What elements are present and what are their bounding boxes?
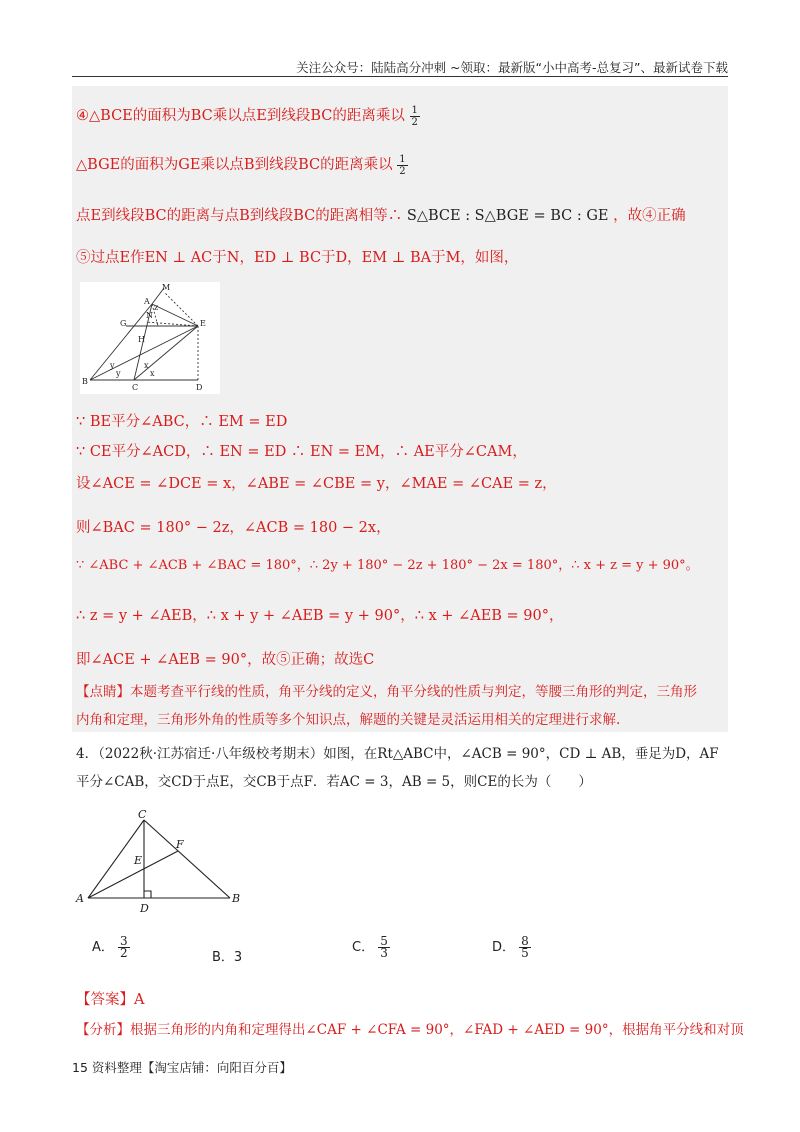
- bisector-figure: [80, 282, 220, 394]
- solution-line-9: ∵ ∠ABC + ∠ACB + ∠BAC = 180°，∴ 2y + 180° − 2z + 180° − 2x = 180°，∴ x + z = y + 90°。: [76, 558, 699, 573]
- answer-line: 【答案】A: [76, 992, 145, 1008]
- analysis-line: 【分析】根据三角形的内角和定理得出∠CAF + ∠CFA = 90°，∠FAD + ∠AED = 90°，根据角平分线和对顶: [76, 1022, 744, 1038]
- label-G: G: [120, 319, 127, 328]
- solution-line-2: △BGE的面积为GE乘以点B到线段BC的距离乘以 $\frac{1}{2}$: [76, 153, 406, 177]
- question-line-1: 4．（2022秋·江苏宿迁·八年级校考期末）如图，在Rt△ABC中，∠ACB = 90°，CD ⊥ AB，垂足为D，AF: [76, 746, 719, 762]
- label-B: B: [82, 377, 88, 386]
- option-d[interactable]: D． $\frac{8}{5}$: [492, 934, 529, 960]
- label-x2: x: [150, 369, 155, 378]
- triangle-figure: [74, 808, 254, 916]
- page-header: [72, 50, 728, 77]
- half-fraction-1: $\frac{1}{2}$: [411, 104, 418, 128]
- label-y1: y: [110, 361, 115, 370]
- page-number: 15: [72, 1060, 88, 1075]
- option-d-fraction: $\frac{8}{5}$: [521, 934, 529, 960]
- label-x1: x: [144, 361, 149, 370]
- option-a[interactable]: A． $\frac{3}{2}$: [92, 934, 128, 960]
- option-a-fraction: $\frac{3}{2}$: [120, 934, 128, 960]
- label-M: M: [162, 283, 171, 292]
- comment-line-2: 内角和定理，三角形外角的性质等多个知识点，解题的关键是灵活运用相关的定理进行求解.: [76, 712, 621, 728]
- header-text: 关注公众号：陆陆高分冲刺 ~领取：最新版“小中高考-总复习”、最新试卷下载: [296, 60, 728, 75]
- page-footer: [72, 1058, 292, 1076]
- label-E: E: [200, 319, 206, 328]
- label-D: D: [196, 383, 203, 392]
- half-fraction-2: $\frac{1}{2}$: [399, 153, 406, 177]
- solution-line-3: 点E到线段BC的距离与点B到线段BC的距离相等∴ S△BCE : S△BGE = BC : GE ，故④正确: [76, 208, 686, 224]
- footer-text: 资料整理【淘宝店铺：向阳百分百】: [91, 1060, 292, 1075]
- option-c-fraction: $\frac{5}{3}$: [380, 934, 388, 960]
- solution-line-6: ∵ CE平分∠ACD，∴ EN = ED ∴ EN = EM，∴ AE平分∠CAM，: [76, 444, 527, 460]
- solution-line-11: 即∠ACE + ∠AEB = 90°，故⑤正确；故选C: [76, 652, 375, 668]
- label-z1: z: [154, 303, 159, 312]
- label-C: C: [132, 383, 139, 392]
- solution-line-1: ④△BCE的面积为BC乘以点E到线段BC的距离乘以 $\frac{1}{2}$: [76, 104, 418, 128]
- label-y2: y: [116, 369, 121, 378]
- option-c[interactable]: C． $\frac{5}{3}$: [352, 934, 388, 960]
- solution-line-5: ∵ BE平分∠ABC，∴ EM = ED: [76, 414, 288, 430]
- solution-line-4: ⑤过点E作EN ⊥ AC于N，ED ⊥ BC于D，EM ⊥ BA于M，如图，: [76, 250, 519, 266]
- label-A: A: [76, 892, 84, 905]
- label-C: C: [138, 808, 147, 821]
- solution-line-7: 设∠ACE = ∠DCE = x，∠ABE = ∠CBE = y，∠MAE = ∠CAE = z，: [76, 476, 557, 492]
- label-D: D: [140, 902, 149, 915]
- label-H: H: [138, 335, 145, 344]
- label-B: B: [232, 892, 241, 905]
- solution-block: [72, 86, 728, 732]
- label-F: F: [176, 838, 184, 851]
- solution-line-8: 则∠BAC = 180° − 2z，∠ACB = 180 − 2x，: [76, 520, 391, 536]
- label-A: A: [144, 297, 150, 306]
- option-b[interactable]: B．3: [212, 950, 243, 965]
- label-E: E: [134, 854, 143, 867]
- solution-line-10: ∴ z = y + ∠AEB，∴ x + y + ∠AEB = y + 90°，∴ x + ∠AEB = 90°，: [76, 608, 564, 624]
- label-N: N: [146, 311, 153, 320]
- question-line-2: 平分∠CAB，交CD于点E，交CB于点F．若AC = 3，AB = 5，则CE的长为（ ）: [76, 774, 592, 790]
- comment-line-1: 【点睛】本题考查平行线的性质，角平分线的定义，角平分线的性质与判定，等腰三角形的判定，三角形: [76, 684, 697, 700]
